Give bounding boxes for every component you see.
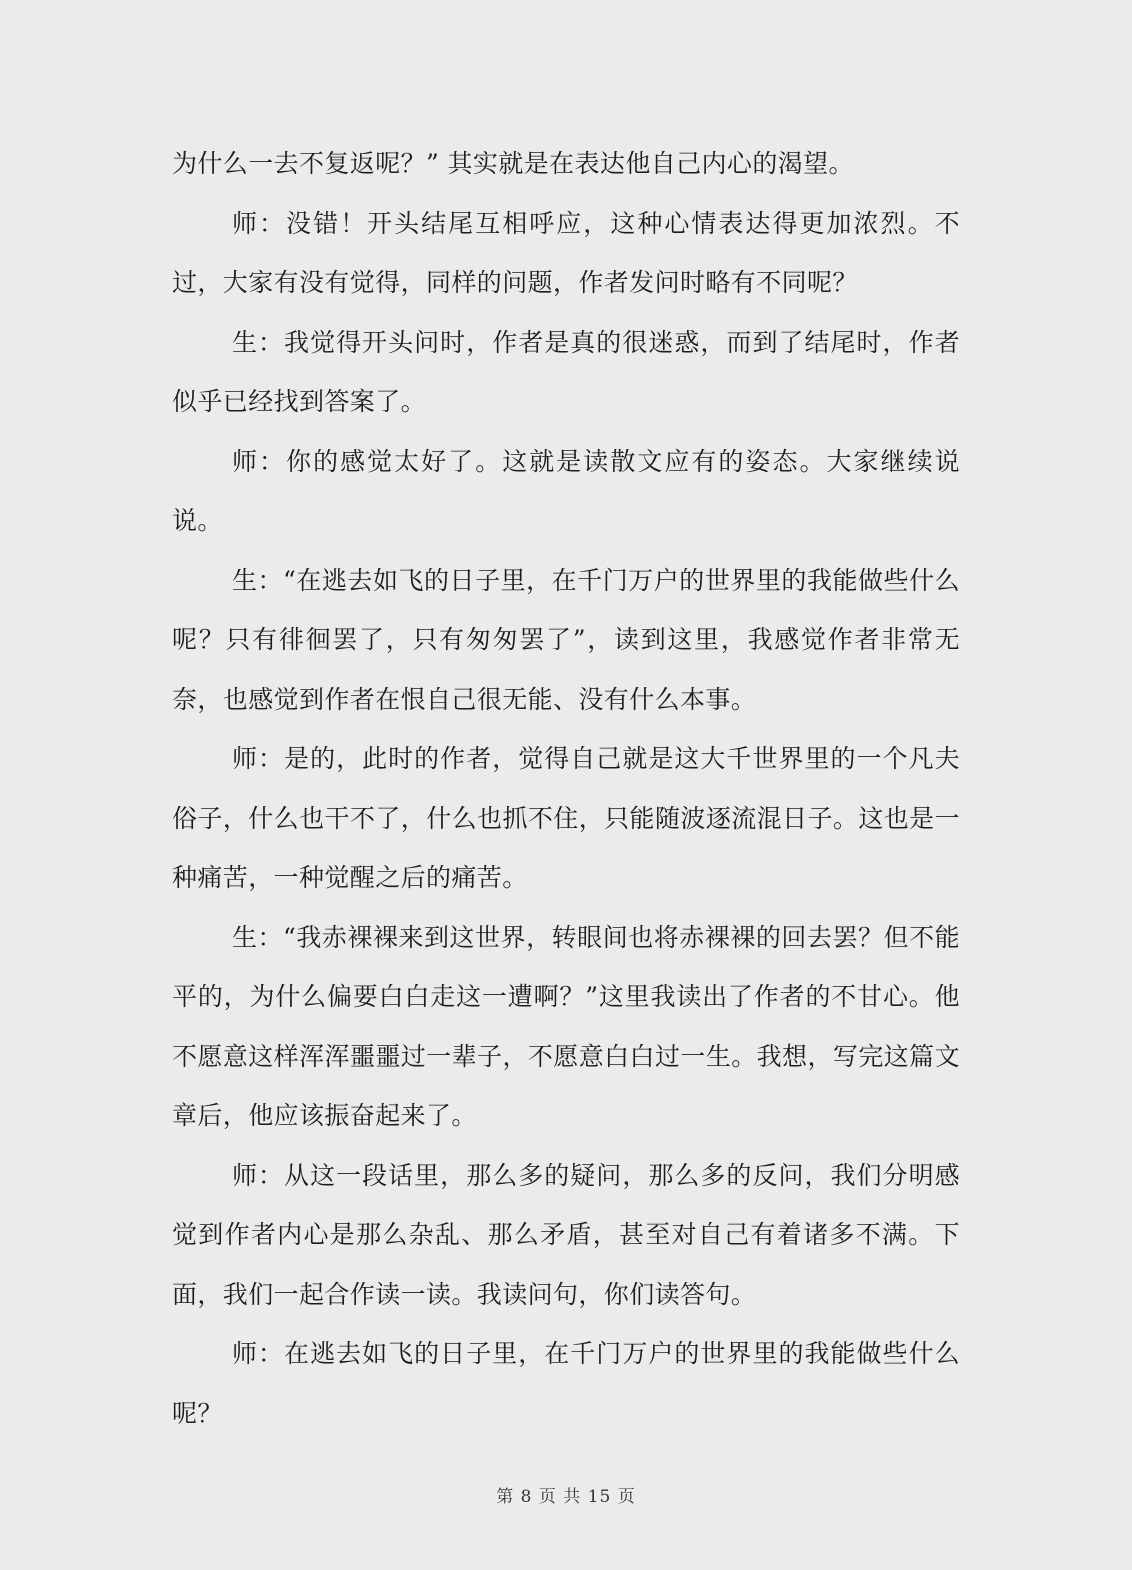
paragraph: 师：没错！开头结尾互相呼应，这种心情表达得更加浓烈。不过，大家有没有觉得，同样的问题，作者发问时略有不同呢？ <box>172 208 960 297</box>
paragraph: 师：在逃去如飞的日子里，在千门万户的世界里的我能做些什么呢？ <box>172 1339 960 1428</box>
paragraph: 师：从这一段话里，那么多的疑问，那么多的反问，我们分明感觉到作者内心是那么杂乱、那么矛盾，甚至对自己有着诸多不满。下面，我们一起合作读一读。我读问句，你们读答句。 <box>172 1160 960 1309</box>
paragraph: 师：是的，此时的作者，觉得自己就是这大千世界里的一个凡夫俗子，什么也干不了，什么也抓不住，只能随波逐流混日子。这也是一种痛苦，一种觉醒之后的痛苦。 <box>172 744 960 892</box>
paragraph: 生：我觉得开头问时，作者是真的很迷惑，而到了结尾时，作者似乎已经找到答案了。 <box>172 327 960 416</box>
paragraph: 生：“我赤裸裸来到这世界，转眼间也将赤裸裸的回去罢？但不能平的，为什么偏要白白走这一遭啊？”这里我读出了作者的不甘心。他不愿意这样浑浑噩噩过一辈子，不愿意白白过一生。我想，写完这篇文章后，他应该振奋起来了。 <box>172 922 960 1130</box>
paragraph: 生：“在逃去如飞的日子里，在千门万户的世界里的我能做些什么呢？只有徘徊罢了，只有匆匆罢了”，读到这里，我感觉作者非常无奈，也感觉到作者在恨自己很无能、没有什么本事。 <box>172 565 960 714</box>
page-number-footer: 第 8 页 共 15 页 <box>496 1487 636 1507</box>
document-body <box>172 134 960 1443</box>
paragraph: 为什么一去不复返呢？” 其实就是在表达他自己内心的渴望。 <box>172 149 854 178</box>
paragraph: 师：你的感觉太好了。这就是读散文应有的姿态。大家继续说说。 <box>172 446 960 535</box>
